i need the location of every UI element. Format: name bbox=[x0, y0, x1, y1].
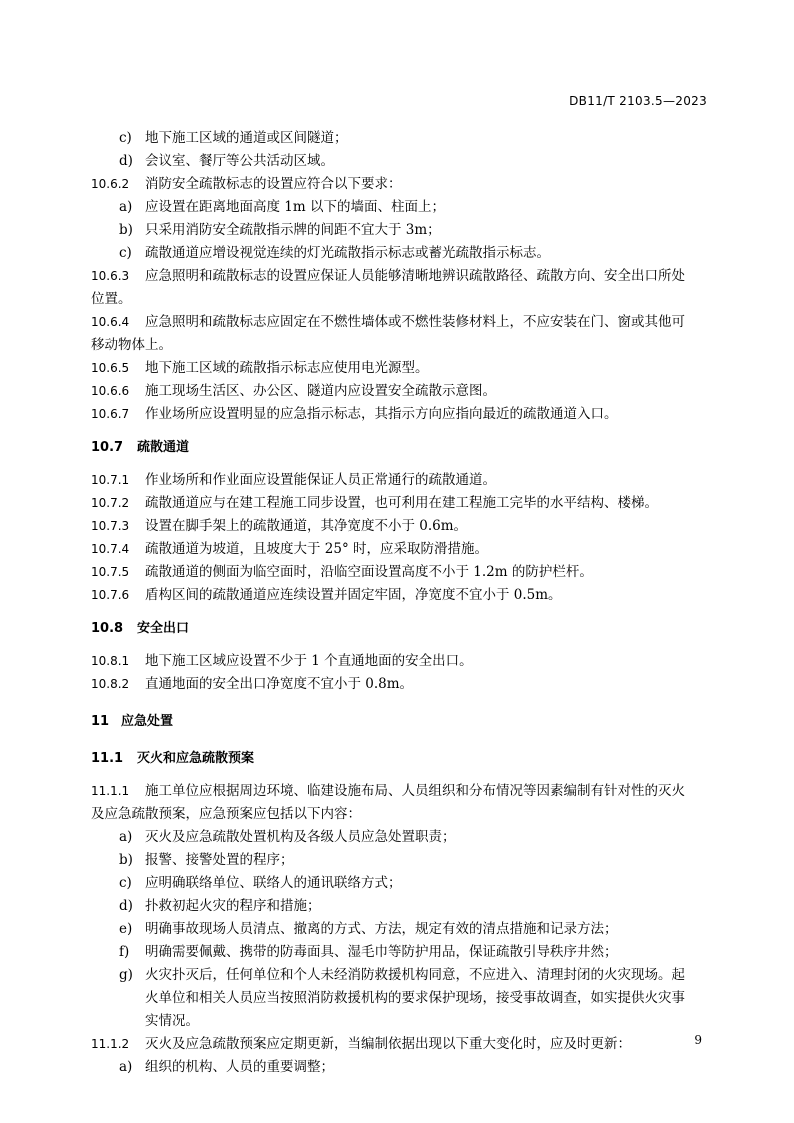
section-heading bbox=[91, 617, 717, 640]
section-number: 11.1 bbox=[91, 751, 124, 766]
clause-text: 疏散通道为坡道，且坡度大于 25° 时，应采取防滑措施。 bbox=[145, 541, 489, 557]
clause-text: 疏散通道应与在建工程施工同步设置，也可利用在建工程施工完毕的水平结构、楼梯。 bbox=[145, 495, 658, 511]
clause bbox=[91, 1033, 717, 1056]
section-number: 10.8 bbox=[91, 621, 124, 636]
section-title: 安全出口 bbox=[137, 621, 190, 636]
list-item-label: d) bbox=[119, 153, 133, 169]
clause-number: 10.6.4 bbox=[91, 315, 130, 329]
list-item bbox=[91, 918, 717, 941]
list-item-label: a) bbox=[119, 829, 133, 845]
clause-number: 10.7.5 bbox=[91, 565, 130, 579]
clause-number: 10.6.3 bbox=[91, 269, 130, 283]
clause-text: 地下施工区域应设置不少于 1 个直通地面的安全出口。 bbox=[145, 653, 473, 669]
list-item-text: 扑救初起火灾的程序和措施； bbox=[145, 898, 321, 914]
clause-text: 作业场所应设置明显的应急指示标志，其指示方向应指向最近的疏散通道入口。 bbox=[145, 406, 618, 422]
clause bbox=[91, 173, 717, 196]
clause bbox=[91, 380, 717, 403]
list-item-text: 应设置在距离地面高度 1m 以下的墙面、柱面上； bbox=[145, 199, 445, 215]
list-item bbox=[91, 242, 717, 265]
list-item-label: a) bbox=[119, 1059, 133, 1075]
clause bbox=[91, 650, 717, 673]
clause bbox=[91, 265, 717, 288]
section-title: 疏散通道 bbox=[137, 440, 190, 455]
list-item bbox=[91, 895, 717, 918]
clause-text: 直通地面的安全出口净宽度不宜小于 0.8m。 bbox=[145, 676, 414, 692]
chapter-number: 11 bbox=[91, 714, 110, 729]
list-item bbox=[91, 219, 717, 242]
clause-number: 10.6.7 bbox=[91, 407, 130, 421]
clause-number: 11.1.1 bbox=[91, 784, 130, 798]
clause-text: 施工现场生活区、办公区、隧道内应设置安全疏散示意图。 bbox=[145, 383, 496, 399]
clause-number: 10.6.6 bbox=[91, 384, 130, 398]
clause-number: 10.8.1 bbox=[91, 654, 130, 668]
clause bbox=[91, 469, 717, 492]
list-item bbox=[91, 150, 717, 173]
list-item-text: 灭火及应急疏散处置机构及各级人员应急处置职责； bbox=[145, 829, 456, 845]
clause-text: 疏散通道的侧面为临空面时，沿临空面设置高度不小于 1.2m 的防护栏杆。 bbox=[145, 564, 593, 580]
list-item-label: d) bbox=[119, 898, 133, 914]
clause-number: 10.7.2 bbox=[91, 496, 130, 510]
list-item-text: 明确事故现场人员清点、撤离的方式、方法，规定有效的清点措施和记录方法； bbox=[145, 921, 618, 937]
page-body bbox=[91, 127, 717, 1079]
list-item-label: a) bbox=[119, 199, 133, 215]
clause-number: 10.7.4 bbox=[91, 542, 130, 556]
clause bbox=[91, 538, 717, 561]
clause-text: 消防安全疏散标志的设置应符合以下要求： bbox=[145, 176, 402, 192]
document-id-header: DB11/T 2103.5—2023 bbox=[569, 94, 707, 108]
clause-number: 11.1.2 bbox=[91, 1037, 130, 1051]
list-item bbox=[91, 1056, 717, 1079]
list-item-continuation: 实情况。 bbox=[145, 1013, 199, 1029]
clause-text: 应急照明和疏散标志应固定在不燃性墙体或不燃性装修材料上，不应安装在门、窗或其他可 bbox=[145, 314, 685, 330]
clause-text: 灭火及应急疏散预案应定期更新，当编制依据出现以下重大变化时，应及时更新： bbox=[145, 1036, 631, 1052]
list-item bbox=[91, 941, 717, 964]
chapter-heading bbox=[91, 710, 717, 733]
list-item-label: c) bbox=[119, 875, 132, 891]
clause-number: 10.7.3 bbox=[91, 519, 130, 533]
list-item-text: 地下施工区域的通道或区间隧道； bbox=[145, 130, 348, 146]
clause bbox=[91, 780, 717, 803]
clause bbox=[91, 311, 717, 334]
clause-text: 施工单位应根据周边环境、临建设施布局、人员组织和分布情况等因素编制有针对性的灭火 bbox=[145, 783, 685, 799]
list-item-label: e) bbox=[119, 921, 133, 937]
list-item bbox=[91, 849, 717, 872]
clause-number: 10.7.1 bbox=[91, 473, 130, 487]
clause-number: 10.6.5 bbox=[91, 361, 130, 375]
clause bbox=[91, 584, 717, 607]
list-item bbox=[91, 872, 717, 895]
list-item-label: c) bbox=[119, 130, 132, 146]
clause bbox=[91, 492, 717, 515]
clause-number: 10.6.2 bbox=[91, 177, 130, 191]
chapter-title: 应急处置 bbox=[121, 714, 174, 729]
clause-text: 作业场所和作业面应设置能保证人员正常通行的疏散通道。 bbox=[145, 472, 496, 488]
list-item-text: 只采用消防安全疏散指示牌的间距不宜大于 3m； bbox=[145, 222, 441, 238]
section-number: 10.7 bbox=[91, 440, 124, 455]
clause-continuation: 及应急疏散预案，应急预案应包括以下内容： bbox=[91, 806, 361, 822]
clause-text: 应急照明和疏散标志的设置应保证人员能够清晰地辨识疏散路径、疏散方向、安全出口所处 bbox=[145, 268, 685, 284]
list-item-label: f) bbox=[119, 944, 130, 960]
list-item bbox=[91, 196, 717, 219]
clause bbox=[91, 515, 717, 538]
clause-text: 设置在脚手架上的疏散通道，其净宽度不小于 0.6m。 bbox=[145, 518, 468, 534]
clause bbox=[91, 403, 717, 426]
list-item bbox=[91, 826, 717, 849]
section-title: 灭火和应急疏散预案 bbox=[137, 751, 255, 766]
list-item-text: 报警、接警处置的程序； bbox=[145, 852, 294, 868]
clause-continuation: 移动物体上。 bbox=[91, 337, 172, 353]
clause-text: 地下施工区域的疏散指示标志应使用电光源型。 bbox=[145, 360, 429, 376]
list-item-text: 组织的机构、人员的重要调整； bbox=[145, 1059, 334, 1075]
clause-number: 10.7.6 bbox=[91, 588, 130, 602]
list-item-text: 会议室、餐厅等公共活动区域。 bbox=[145, 153, 334, 169]
list-item-label: c) bbox=[119, 245, 132, 261]
clause bbox=[91, 561, 717, 584]
list-item-text: 应明确联络单位、联络人的通讯联络方式； bbox=[145, 875, 402, 891]
list-item-text: 火灾扑灭后，任何单位和个人未经消防救援机构同意，不应进入、清理封闭的火灾现场。起 bbox=[145, 967, 685, 983]
list-item bbox=[91, 964, 717, 987]
clause-number: 10.8.2 bbox=[91, 677, 130, 691]
clause-continuation: 位置。 bbox=[91, 291, 132, 307]
list-item-text: 疏散通道应增设视觉连续的灯光疏散指示标志或蓄光疏散指示标志。 bbox=[145, 245, 550, 261]
section-heading bbox=[91, 747, 717, 770]
clause bbox=[91, 357, 717, 380]
list-item-continuation: 火单位和相关人员应当按照消防救援机构的要求保护现场，接受事故调查，如实提供火灾事 bbox=[145, 990, 685, 1006]
clause-text: 盾构区间的疏散通道应连续设置并固定牢固，净宽度不宜小于 0.5m。 bbox=[145, 587, 562, 603]
page-number: 9 bbox=[694, 1033, 702, 1047]
list-item-label: b) bbox=[119, 222, 133, 238]
section-heading bbox=[91, 436, 717, 459]
list-item-label: g) bbox=[119, 967, 133, 983]
list-item-label: b) bbox=[119, 852, 133, 868]
list-item-text: 明确需要佩戴、携带的防毒面具、湿毛巾等防护用品，保证疏散引导秩序井然； bbox=[145, 944, 618, 960]
list-item bbox=[91, 127, 717, 150]
clause bbox=[91, 673, 717, 696]
